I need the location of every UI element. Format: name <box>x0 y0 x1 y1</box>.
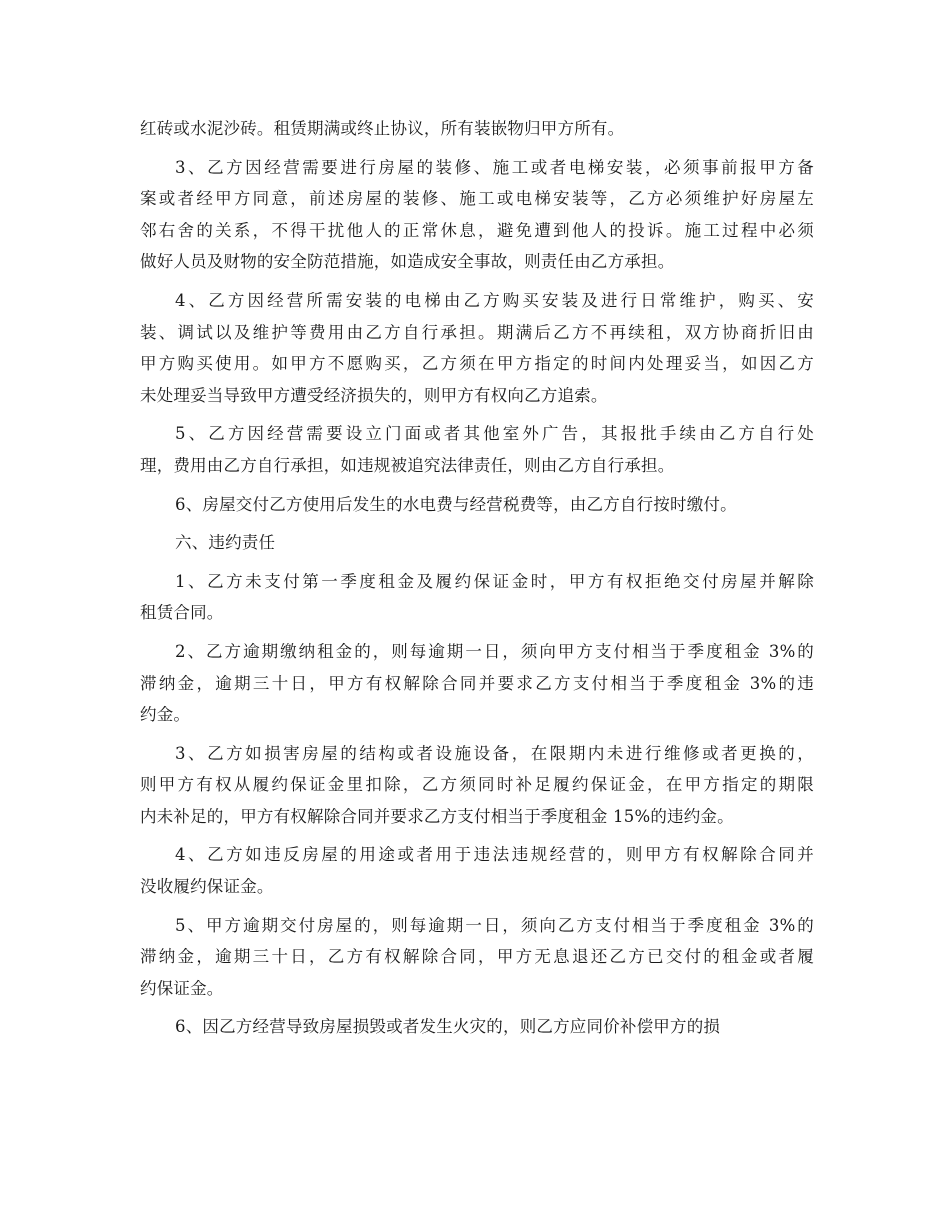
text-line: 邻右舍的关系，不得干扰他人的正常休息，避免遭到他人的投诉。施工过程中必须 <box>140 220 814 240</box>
paragraph-first-line: 5、甲方逾期交付房屋的，则每逾期一日，须向乙方支付相当于季度租金 3%的 <box>175 915 814 935</box>
text-line: 内未补足的，甲方有权解除合同并要求乙方支付相当于季度租金 15%的违约金。 <box>140 806 734 826</box>
text-line: 做好人员及财物的安全防范措施，如造成安全事故，则责任由乙方承担。 <box>140 252 675 272</box>
paragraph-first-line: 5、乙方因经营需要设立门面或者其他室外广告，其报批手续由乙方自行处 <box>175 424 814 444</box>
section-heading: 六、违约责任 <box>175 533 276 553</box>
paragraph-first-line: 6、因乙方经营导致房屋损毁或者发生火灾的，则乙方应同价补偿甲方的损 <box>175 1017 721 1037</box>
text-line: 没收履约保证金。 <box>140 877 274 897</box>
text-line: 滞纳金，逾期三十日，甲方有权解除合同并要求乙方支付相当于季度租金 3%的违 <box>140 673 814 693</box>
document-page <box>140 113 814 1043</box>
text-line: 未处理妥当导致甲方遭受经济损失的，则甲方有权向乙方追索。 <box>140 385 608 405</box>
text-line: 约保证金。 <box>140 978 224 998</box>
text-line: 约金。 <box>140 705 191 725</box>
text-line: 滞纳金，逾期三十日，乙方有权解除合同，甲方无息退还乙方已交付的租金或者履 <box>140 947 814 967</box>
text-line: 案或者经甲方同意，前述房屋的装修、施工或电梯安装等，乙方必须维护好房屋左 <box>140 189 814 209</box>
text-line: 装、调试以及维护等费用由乙方自行承担。期满后乙方不再续租，双方协商折旧由 <box>140 322 814 342</box>
paragraph-first-line: 4、乙方因经营所需安装的电梯由乙方购买安装及进行日常维护，购买、安 <box>175 290 814 310</box>
text-line: 租赁合同。 <box>140 603 224 623</box>
text-line: 红砖或水泥沙砖。租赁期满或终止协议，所有装嵌物归甲方所有。 <box>140 119 625 138</box>
text-line: 则甲方有权从履约保证金里扣除，乙方须同时补足履约保证金，在甲方指定的期限 <box>140 775 814 795</box>
paragraph-first-line: 1、乙方未支付第一季度租金及履约保证金时，甲方有权拒绝交付房屋并解除 <box>175 571 814 591</box>
paragraph-first-line: 2、乙方逾期缴纳租金的，则每逾期一日，须向甲方支付相当于季度租金 3%的 <box>175 641 814 661</box>
paragraph-first-line: 4、乙方如违反房屋的用途或者用于违法违规经营的，则甲方有权解除合同并 <box>175 845 814 865</box>
paragraph-first-line: 3、乙方因经营需要进行房屋的装修、施工或者电梯安装，必须事前报甲方备 <box>175 157 814 177</box>
paragraph-first-line: 3、乙方如损害房屋的结构或者设施设备，在限期内未进行维修或者更换的， <box>175 743 814 763</box>
text-line: 甲方购买使用。如甲方不愿购买，乙方须在甲方指定的时间内处理妥当，如因乙方 <box>140 354 814 374</box>
paragraph-first-line: 6、房屋交付乙方使用后发生的水电费与经营税费等，由乙方自行按时缴付。 <box>175 494 737 514</box>
text-line: 理，费用由乙方自行承担，如违规被追究法律责任，则由乙方自行承担。 <box>140 455 675 475</box>
